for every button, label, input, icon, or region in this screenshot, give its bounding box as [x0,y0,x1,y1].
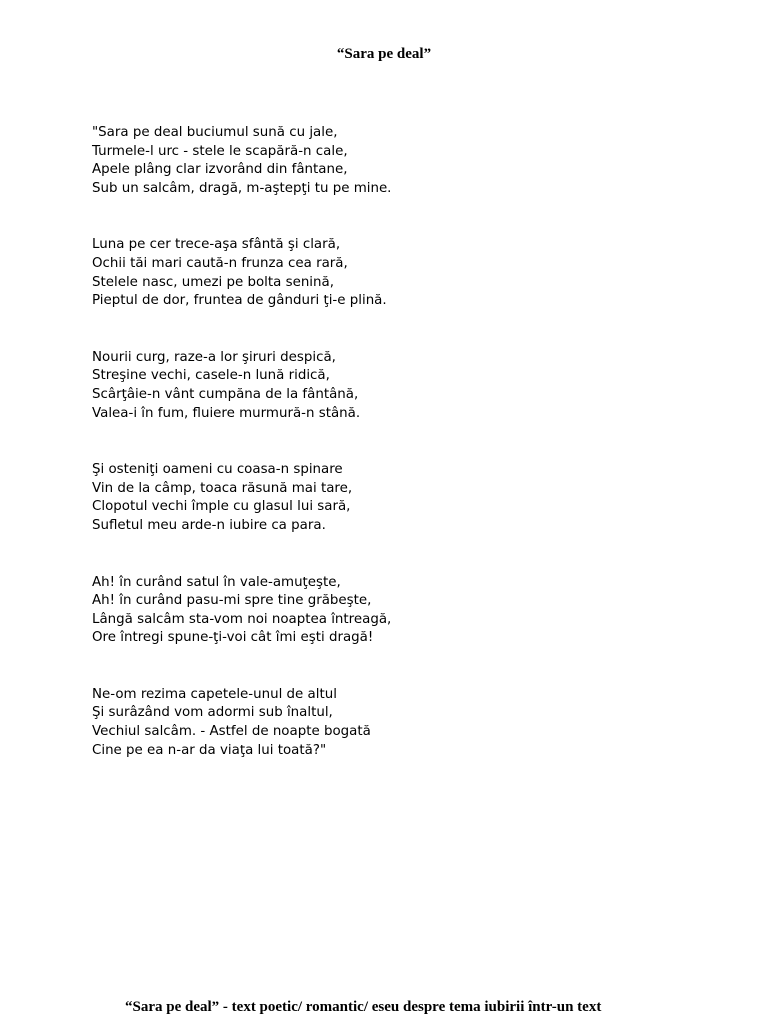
poem-line: Vechiul salcâm. - Astfel de noapte bogată [92,724,371,740]
poem-line: Ore întregi spune-ţi-voi cât îmi eşti dragă! [92,630,374,646]
poem-line: Turmele-l urc - stele le scapără-n cale, [92,143,348,159]
poem-line: Nourii curg, raze-a lor şiruri despică, [92,349,336,365]
poem-line: "Sara pe deal buciumul sună cu jale, [92,125,338,140]
poem-body [92,124,692,798]
poem-line: Sub un salcâm, dragă, m-aştepţi tu pe mine. [92,180,392,196]
poem-line: Cine pe ea n-ar da viaţa lui toată?" [92,742,327,758]
poem-line: Lângă salcâm sta-vom noi noaptea întreagă, [92,611,392,627]
poem-line: Streşine vechi, casele-n lună ridică, [92,368,330,384]
poem-line: Ah! în curând pasu-mi spre tine grăbeşte, [92,593,372,609]
stanza [92,349,692,423]
poem-line: Scârţâie-n vânt cumpăna de la fântână, [92,386,359,402]
poem-line: Clopotul vechi împle cu glasul lui sară, [92,499,351,515]
poem-line: Ochii tăi mari caută-n frunza cea rară, [92,255,348,271]
document-title: “Sara pe deal” [336,46,432,62]
poem-line: Ne-om rezima capetele-unul de altul [92,686,337,702]
poem-line: Luna pe cer trece-aşa sfântă şi clară, [92,237,341,253]
poem-line: Pieptul de dor, fruntea de gânduri ţi-e plină. [92,293,387,309]
poem-line: Stelele nasc, umezi pe bolta senină, [92,274,334,290]
poem-line: Ah! în curând satul în vale-amuţeşte, [92,574,341,590]
poem-line: Sufletul meu arde-n iubire ca para. [92,517,326,533]
stanza [92,574,692,648]
stanza [92,124,692,198]
poem-line: Şi osteniţi oameni cu coasa-n spinare [92,462,343,478]
poem-line: Vin de la câmp, toaca răsună mai tare, [92,480,353,496]
poem-line: Valea-i în fum, fluiere murmură-n stână. [92,405,361,421]
footer-caption: “Sara pe deal” - text poetic/ romantic/ eseu despre tema iubirii într-un text [125,999,602,1015]
poem-line: Apele plâng clar izvorând din fântane, [92,162,348,178]
stanza [92,461,692,535]
poem-line: Şi surâzând vom adormi sub înaltul, [92,705,333,721]
stanza [92,686,692,760]
stanza [92,236,692,310]
